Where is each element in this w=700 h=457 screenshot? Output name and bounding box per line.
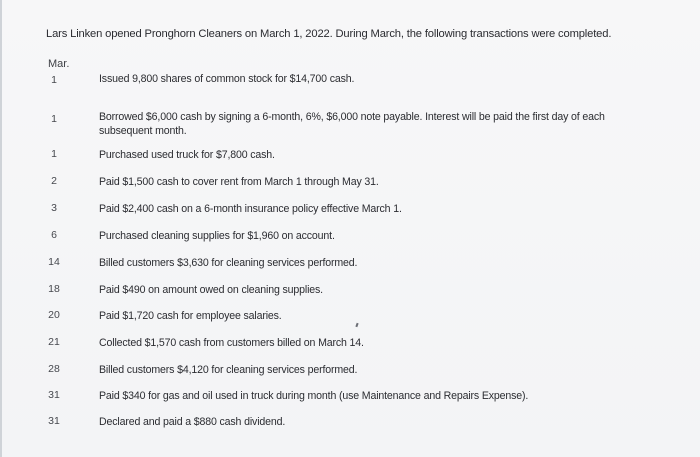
cursor-mark (355, 323, 358, 327)
transaction-day: 20 (48, 309, 60, 321)
transaction-description: Purchased used truck for $7,800 cash. (99, 149, 275, 161)
left-border (0, 0, 2, 457)
transaction-day: 1 (51, 148, 57, 160)
transaction-description: Paid $1,720 cash for employee salaries. (99, 310, 282, 322)
intro-text: Lars Linken opened Pronghorn Cleaners on March 1, 2022. During March, the following transactions were completed. (46, 28, 612, 40)
transaction-description: Collected $1,570 cash from customers billed on March 14. (99, 337, 364, 349)
transaction-day: 28 (48, 363, 60, 375)
transaction-description: Purchased cleaning supplies for $1,960 on account. (99, 230, 335, 242)
transaction-description: Issued 9,800 shares of common stock for $14,700 cash. (99, 73, 355, 85)
transaction-day: 3 (51, 202, 57, 214)
transaction-description: Paid $340 for gas and oil used in truck during month (use Maintenance and Repairs Expense). (99, 390, 529, 402)
transaction-description: Declared and paid a $880 cash dividend. (99, 416, 286, 428)
transaction-description: Paid $1,500 cash to cover rent from March 1 through May 31. (99, 176, 379, 188)
month-label: Mar. (48, 58, 70, 70)
transaction-day: 31 (48, 415, 60, 427)
transaction-day: 18 (48, 283, 60, 295)
transaction-day: 31 (48, 389, 60, 401)
transaction-description: Billed customers $4,120 for cleaning services performed. (99, 364, 358, 376)
transaction-description: Billed customers $3,630 for cleaning services performed. (99, 257, 358, 269)
transaction-day: 14 (48, 256, 60, 268)
transaction-day: 2 (51, 175, 57, 187)
transaction-description: Borrowed $6,000 cash by signing a 6-month, 6%, $6,000 note payable. Interest will be paid the first day of each subsequent month. (99, 111, 605, 137)
transaction-day: 1 (51, 74, 57, 86)
transaction-description: Paid $490 on amount owed on cleaning supplies. (99, 284, 323, 296)
transaction-day: 21 (48, 336, 60, 348)
transaction-day: 1 (51, 113, 57, 125)
transaction-description: Paid $2,400 cash on a 6-month insurance policy effective March 1. (99, 203, 402, 215)
transaction-day: 6 (51, 229, 57, 241)
